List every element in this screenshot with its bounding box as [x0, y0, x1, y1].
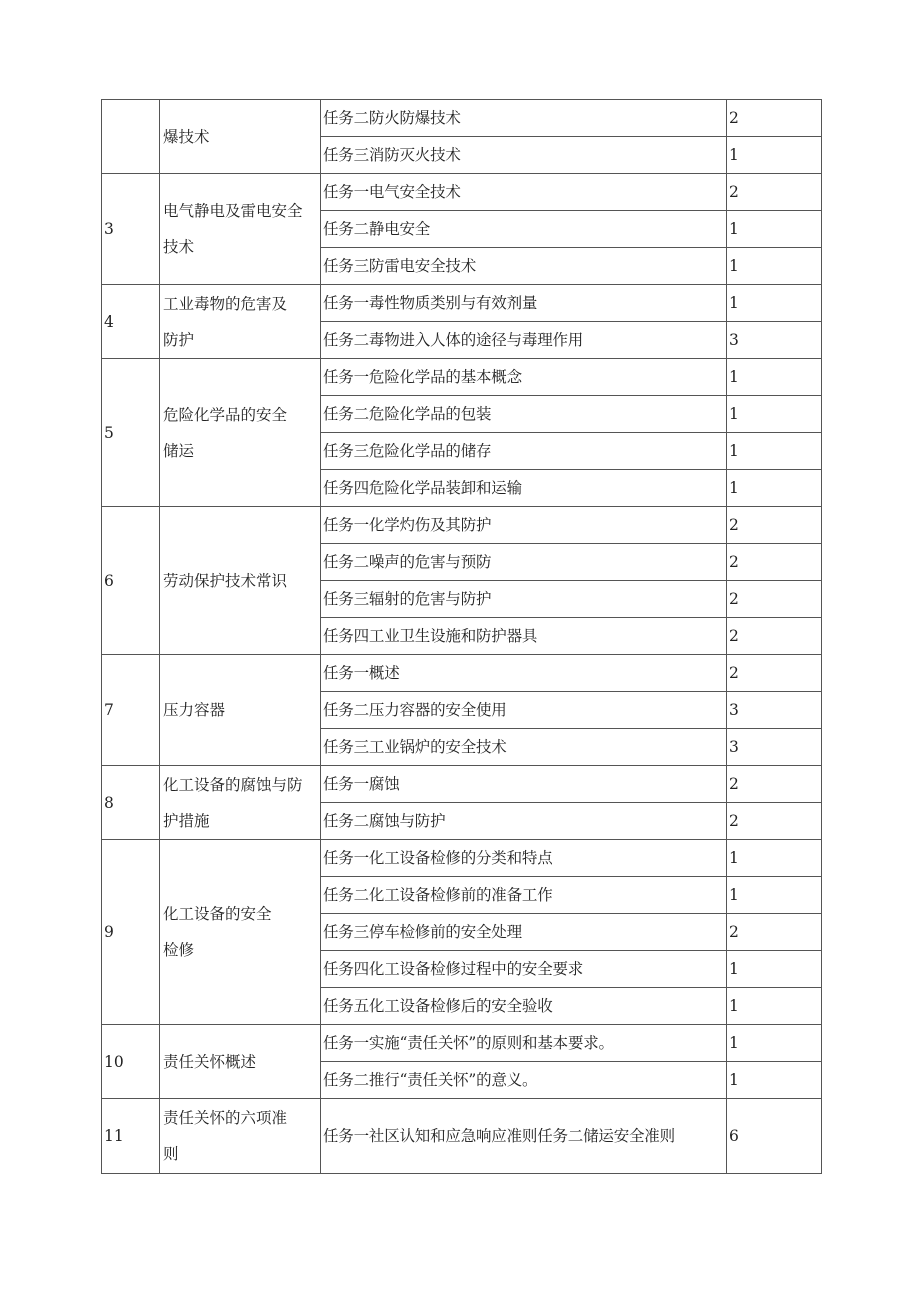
module-name [160, 100, 321, 174]
task-title: 任务一电气安全技术 [321, 174, 727, 211]
module-name-text: 危险化学品的安全储运 [163, 405, 288, 460]
module-number: 5 [102, 359, 160, 507]
module-name [160, 1025, 321, 1099]
task-title: 任务一毒性物质类别与有效剂量 [321, 285, 727, 322]
task-hours: 1 [727, 840, 822, 877]
table-row [102, 285, 822, 322]
module-name [160, 285, 321, 359]
module-name [160, 766, 321, 840]
task-title: 任务二噪声的危害与预防 [321, 544, 727, 581]
course-table-body [102, 100, 822, 1174]
task-title: 任务二推行“责任关怀”的意义。 [321, 1062, 727, 1099]
task-title: 任务三工业锅炉的安全技术 [321, 729, 727, 766]
task-hours: 2 [727, 100, 822, 137]
module-number [102, 100, 160, 174]
module-name-text: 化工设备的安全检修 [163, 905, 272, 959]
module-number: 4 [102, 285, 160, 359]
module-number: 7 [102, 655, 160, 766]
task-title: 任务一化学灼伤及其防护 [321, 507, 727, 544]
task-hours: 2 [727, 914, 822, 951]
task-hours: 1 [727, 1062, 822, 1099]
module-name [160, 174, 321, 285]
table-row [102, 100, 822, 137]
task-hours: 1 [727, 396, 822, 433]
task-title: 任务一化工设备检修的分类和特点 [321, 840, 727, 877]
task-hours: 1 [727, 988, 822, 1025]
task-hours: 2 [727, 655, 822, 692]
task-title: 任务一概述 [321, 655, 727, 692]
course-table [101, 99, 822, 1174]
task-hours: 2 [727, 766, 822, 803]
task-title: 任务二毒物进入人体的途径与毒理作用 [321, 322, 727, 359]
module-name-text: 劳动保护技术常识 [163, 571, 288, 590]
module-name [160, 359, 321, 507]
task-title: 任务三停车检修前的安全处理 [321, 914, 727, 951]
task-hours: 1 [727, 1025, 822, 1062]
module-name-text: 责任关怀的六项准则 [163, 1109, 288, 1163]
task-title: 任务二危险化学品的包装 [321, 396, 727, 433]
module-name [160, 655, 321, 766]
task-hours: 2 [727, 544, 822, 581]
task-title: 任务四化工设备检修过程中的安全要求 [321, 951, 727, 988]
table-row [102, 359, 822, 396]
module-number: 8 [102, 766, 160, 840]
task-hours: 1 [727, 137, 822, 174]
task-hours: 1 [727, 951, 822, 988]
task-hours: 3 [727, 692, 822, 729]
module-name [160, 1099, 321, 1174]
table-row [102, 1025, 822, 1062]
task-hours: 1 [727, 211, 822, 248]
module-name [160, 507, 321, 655]
task-title: 任务一腐蚀 [321, 766, 727, 803]
task-title: 任务三防雷电安全技术 [321, 248, 727, 285]
module-name-text: 爆技术 [163, 127, 210, 146]
table-row [102, 655, 822, 692]
task-hours: 1 [727, 433, 822, 470]
task-title: 任务二腐蚀与防护 [321, 803, 727, 840]
task-title: 任务三辐射的危害与防护 [321, 581, 727, 618]
task-hours: 2 [727, 803, 822, 840]
task-hours: 1 [727, 470, 822, 507]
table-row [102, 766, 822, 803]
module-name-text: 压力容器 [163, 701, 226, 719]
table-row [102, 507, 822, 544]
task-title: 任务四危险化学品装卸和运输 [321, 470, 727, 507]
task-hours: 6 [727, 1099, 822, 1174]
task-hours: 1 [727, 359, 822, 396]
task-title: 任务二化工设备检修前的准备工作 [321, 877, 727, 914]
table-row [102, 174, 822, 211]
module-number: 6 [102, 507, 160, 655]
module-number: 11 [102, 1099, 160, 1174]
task-hours: 2 [727, 507, 822, 544]
module-name-text: 电气静电及雷电安全技术 [163, 202, 303, 256]
task-title: 任务四工业卫生设施和防护器具 [321, 618, 727, 655]
module-number: 9 [102, 840, 160, 1025]
task-hours: 2 [727, 618, 822, 655]
task-title: 任务三消防灭火技术 [321, 137, 727, 174]
table-row [102, 840, 822, 877]
module-number: 10 [102, 1025, 160, 1099]
module-name [160, 840, 321, 1025]
module-name-text: 工业毒物的危害及防护 [163, 294, 288, 349]
module-name-text: 责任关怀概述 [163, 1052, 257, 1071]
task-hours: 1 [727, 285, 822, 322]
task-hours: 2 [727, 174, 822, 211]
task-title: 任务二静电安全 [321, 211, 727, 248]
task-title: 任务一危险化学品的基本概念 [321, 359, 727, 396]
task-hours: 3 [727, 322, 822, 359]
task-title: 任务二压力容器的安全使用 [321, 692, 727, 729]
module-name-text: 化工设备的腐蚀与防护措施 [163, 775, 303, 830]
task-hours: 1 [727, 248, 822, 285]
task-hours: 3 [727, 729, 822, 766]
task-title: 任务三危险化学品的储存 [321, 433, 727, 470]
task-title: 任务一社区认知和应急响应准则任务二储运安全准则 [321, 1099, 727, 1174]
task-hours: 2 [727, 581, 822, 618]
task-hours: 1 [727, 877, 822, 914]
task-title: 任务一实施“责任关怀”的原则和基本要求。 [321, 1025, 727, 1062]
task-title: 任务五化工设备检修后的安全验收 [321, 988, 727, 1025]
task-title: 任务二防火防爆技术 [321, 100, 727, 137]
module-number: 3 [102, 174, 160, 285]
table-row [102, 1099, 822, 1174]
